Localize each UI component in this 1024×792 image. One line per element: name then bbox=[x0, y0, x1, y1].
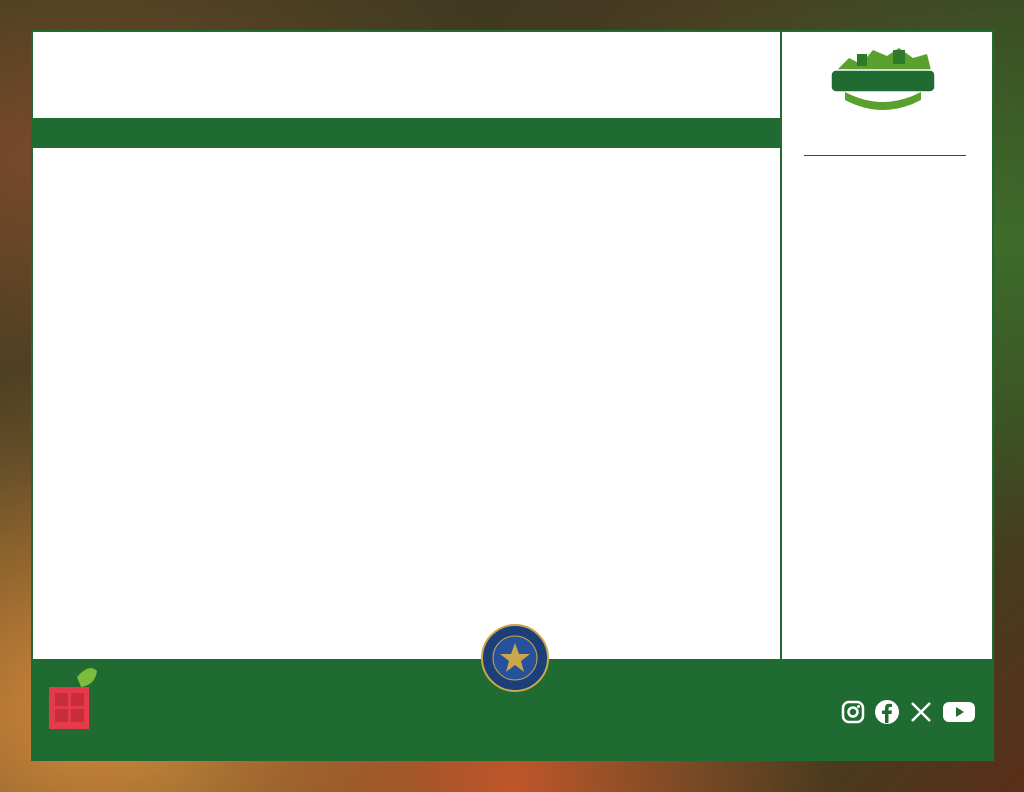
facebook-icon[interactable] bbox=[874, 699, 900, 725]
day-header-monday bbox=[33, 118, 182, 148]
day-header-tuesday bbox=[182, 118, 331, 148]
day-header-wednesday bbox=[332, 118, 481, 148]
youtube-icon[interactable] bbox=[942, 699, 976, 725]
footer bbox=[33, 659, 992, 761]
day-header-friday bbox=[631, 118, 780, 148]
instagram-icon[interactable] bbox=[840, 699, 866, 725]
announcements-sidebar bbox=[782, 32, 994, 659]
social-icons bbox=[840, 699, 976, 725]
texas-farm-fresh-logo bbox=[827, 40, 939, 118]
x-icon[interactable] bbox=[908, 699, 934, 725]
day-header-thursday bbox=[481, 118, 630, 148]
square-meals-logo bbox=[45, 665, 101, 747]
announcements-underline bbox=[804, 155, 966, 156]
day-header-row bbox=[33, 118, 780, 148]
menu-sheet bbox=[31, 30, 994, 761]
title-area bbox=[33, 32, 781, 118]
tda-seal bbox=[480, 623, 550, 693]
announcements-text bbox=[785, 171, 991, 187]
calendar-grid bbox=[33, 148, 780, 659]
